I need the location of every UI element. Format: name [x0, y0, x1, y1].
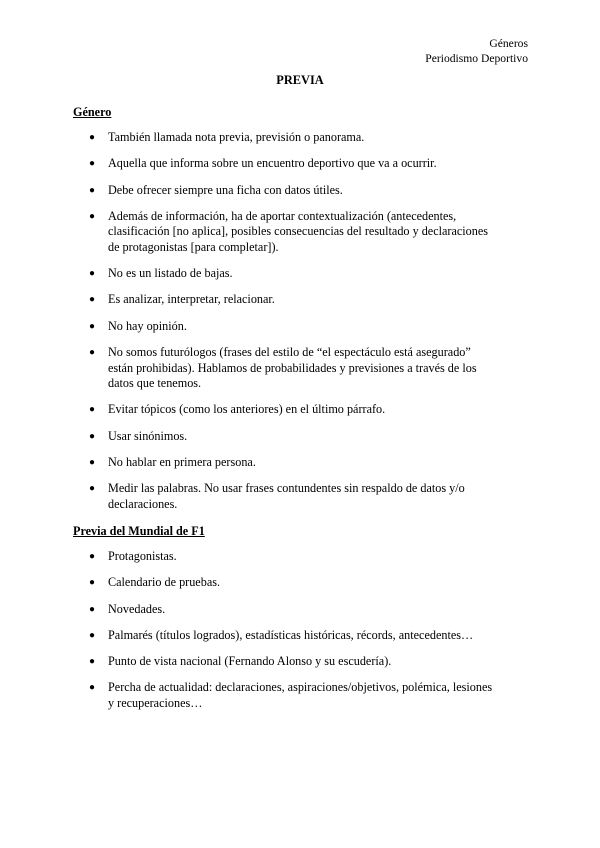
list-item-text: Medir las palabras. No usar frases contundentes sin respaldo de datos y/o declaraciones. [108, 481, 465, 511]
bullet-icon: ● [89, 656, 96, 668]
list-item-text: No hay opinión. [108, 318, 187, 333]
list-item-text: Aquella que informa sobre un encuentro deportivo que va a ocurrir. [108, 156, 437, 171]
bullet-icon: ● [89, 404, 96, 416]
list-item [0, 429, 498, 445]
bullet-icon: ● [89, 320, 96, 332]
page-title: PREVIA [276, 73, 324, 87]
list-item-text: Percha de actualidad: declaraciones, aspiraciones/objetivos, polémica, lesiones y recuperaciones… [108, 680, 493, 710]
bullet-icon: ● [89, 456, 96, 468]
list-item [0, 680, 498, 711]
list-item [0, 481, 498, 512]
list-item [0, 319, 498, 335]
list-item [0, 345, 498, 392]
bullet-icon: ● [89, 551, 96, 562]
bullet-list-genero [0, 130, 498, 523]
list-item-text: Debe ofrecer siempre una ficha con datos útiles. [108, 182, 343, 197]
bullet-icon: ● [89, 347, 96, 359]
list-item-text: Novedades. [108, 601, 166, 616]
bullet-icon: ● [89, 629, 96, 641]
list-item-text: Palmarés (títulos logrados), estadísticas históricas, récords, antecedentes… [108, 627, 474, 642]
list-item-text: Usar sinónimos. [108, 428, 188, 443]
header-genre: Géneros [489, 37, 528, 50]
bullet-icon: ● [89, 184, 96, 196]
list-item-text: Evitar tópicos (como los anteriores) en el último párrafo. [108, 402, 386, 417]
list-item [0, 455, 498, 471]
list-item-text: También llamada nota previa, previsión o panorama. [108, 130, 365, 144]
list-item [0, 209, 498, 256]
list-item [0, 292, 498, 308]
list-item-text: No hablar en primera persona. [108, 454, 256, 469]
list-item-text: No es un listado de bajas. [108, 266, 233, 281]
list-item [0, 549, 498, 565]
list-item [0, 156, 498, 172]
list-item-text: No somos futurólogos (frases del estilo de “el espectáculo está asegurado” están prohibidas). Hablamos de probabilidades y previsiones a través de los datos que tenemos. [108, 345, 477, 391]
bullet-icon: ● [89, 430, 96, 442]
list-item [0, 402, 498, 418]
list-item [0, 654, 498, 670]
bullet-list-previa-f1 [0, 549, 498, 722]
list-item-text: Protagonistas. [108, 549, 177, 563]
bullet-icon: ● [89, 158, 96, 170]
bullet-icon: ● [89, 682, 96, 694]
bullet-icon: ● [89, 294, 96, 306]
bullet-icon: ● [89, 268, 96, 280]
list-item [0, 130, 498, 146]
list-item [0, 628, 498, 644]
list-item-text: Además de información, ha de aportar contextualización (antecedentes, clasificación [no aplica], posibles consecuencias del resultado y declaraciones de protagonistas [para completar]). [108, 208, 489, 254]
section-heading-genero: Género [73, 105, 112, 119]
list-item [0, 266, 498, 282]
list-item-text: Es analizar, interpretar, relacionar. [108, 292, 275, 307]
bullet-icon: ● [89, 603, 96, 615]
header-subject: Periodismo Deportivo [425, 52, 528, 65]
bullet-icon: ● [89, 483, 96, 495]
bullet-icon: ● [89, 210, 96, 222]
bullet-icon: ● [89, 132, 96, 143]
bullet-icon: ● [89, 577, 96, 589]
list-item [0, 575, 498, 591]
section-heading-previa-f1: Previa del Mundial de F1 [73, 524, 205, 538]
list-item-text: Calendario de pruebas. [108, 575, 221, 590]
list-item-text: Punto de vista nacional (Fernando Alonso y su escudería). [108, 654, 392, 669]
list-item [0, 602, 498, 618]
page-header [425, 36, 528, 66]
list-item [0, 183, 498, 199]
